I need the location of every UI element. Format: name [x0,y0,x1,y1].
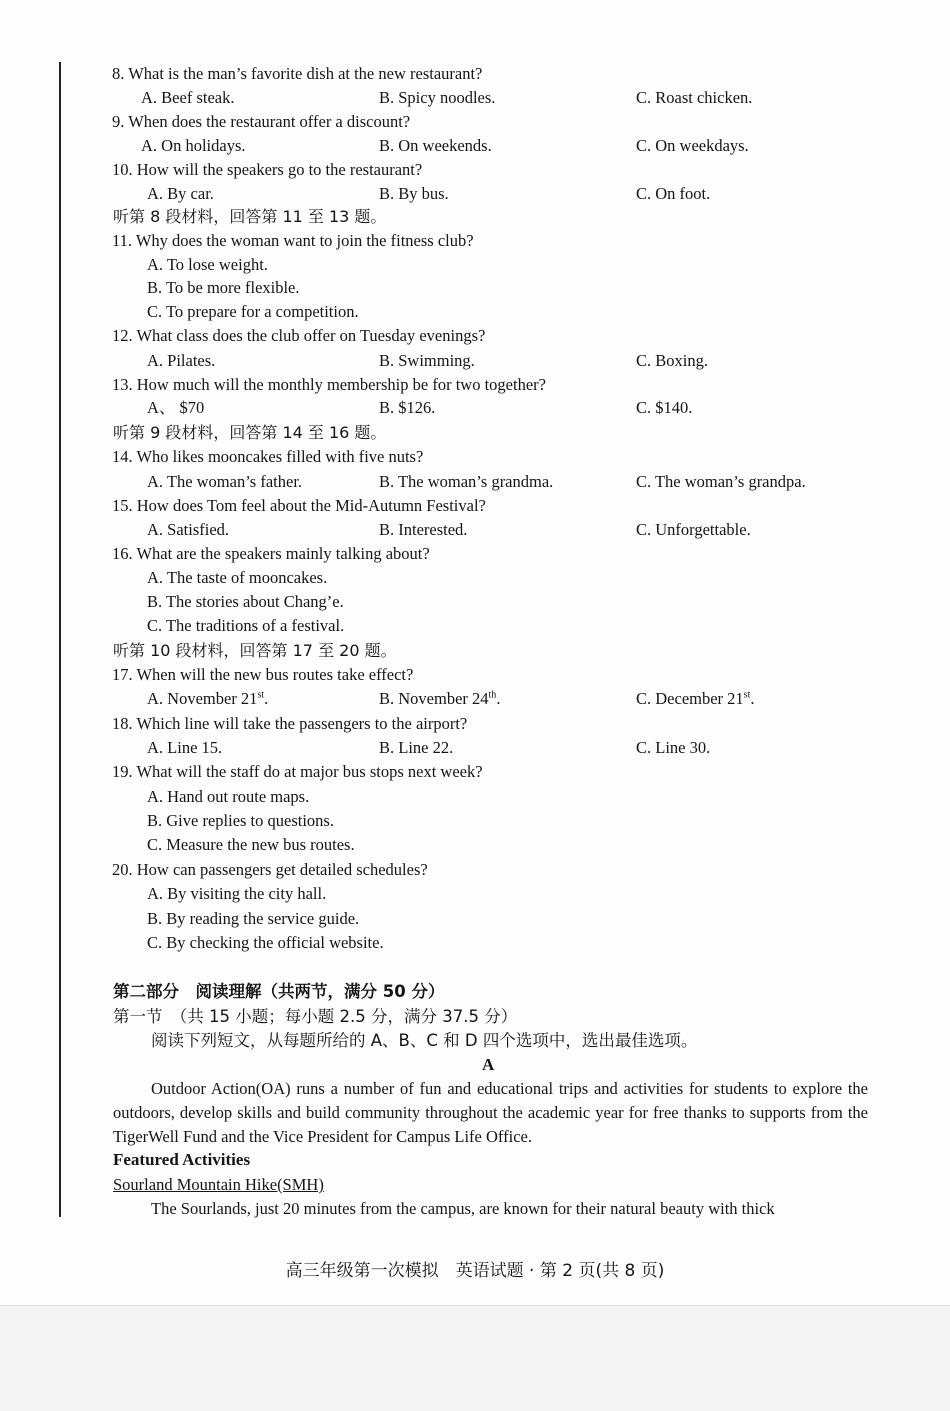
question-11-option-b: B. To be more flexible. [147,278,300,297]
question-15-option-a: A. Satisfied. [147,520,230,539]
question-8-option-b: B. Spicy noodles. [379,88,496,107]
question-12-option-c: C. Boxing. [636,351,708,370]
question-14-option-a: A. The woman’s father. [147,472,303,491]
question-13-stem: 13. How much will the monthly membership be for two together? [112,375,546,394]
question-14-stem: 14. Who likes mooncakes filled with five nuts? [112,447,424,466]
activity-title: Sourland Mountain Hike(SMH) [113,1175,324,1194]
question-18-stem: 18. Which line will take the passengers to the airport? [112,714,468,733]
question-17-stem: 17. When will the new bus routes take effect? [112,665,414,684]
question-10-option-b: B. By bus. [379,184,449,203]
section-10-instruction: 听第 10 段材料，回答第 17 至 20 题。 [113,641,397,660]
question-12-option-a: A. Pilates. [147,351,216,370]
question-19-option-b: B. Give replies to questions. [147,811,334,830]
question-15-option-b: B. Interested. [379,520,468,539]
question-16-option-a: A. The taste of mooncakes. [147,568,328,587]
question-8-option-a: A. Beef steak. [141,88,235,107]
question-11-stem: 11. Why does the woman want to join the fitness club? [112,231,474,250]
question-17-option-c: C. December 21st. [636,689,755,708]
question-10-stem: 10. How will the speakers go to the restaurant? [112,160,423,179]
question-18-option-c: C. Line 30. [636,738,711,757]
question-14-option-b: B. The woman’s grandma. [379,472,554,491]
question-13-option-c: C. $140. [636,398,693,417]
question-19-option-c: C. Measure the new bus routes. [147,835,355,854]
question-10-option-c: C. On foot. [636,184,711,203]
question-15-stem: 15. How does Tom feel about the Mid-Autumn Festival? [112,496,486,515]
activity-text: The Sourlands, just 20 minutes from the campus, are known for their natural beauty with thick [151,1199,775,1218]
part-2-heading: 第二部分 阅读理解（共两节，满分 50 分） [113,982,445,1001]
section-1-heading: 第一节 （共 15 小题；每小题 2.5 分，满分 37.5 分） [113,1007,518,1026]
binding-margin-line [59,62,61,1217]
reading-instruction: 阅读下列短文，从每题所给的 A、B、C 和 D 四个选项中，选出最佳选项。 [151,1031,698,1050]
question-17-option-a: A. November 21st. [147,689,269,708]
featured-activities-heading: Featured Activities [113,1150,251,1169]
passage-intro: Outdoor Action(OA) runs a number of fun and educational trips and activities for students to explore the outdoors, develop skills and build community throughout the academic year for free thanks to supports from the TigerWell Fund and the Vice President for Campus Life Office. [113,1079,868,1146]
question-20-option-c: C. By checking the official website. [147,933,384,952]
question-20-option-a: A. By visiting the city hall. [147,884,327,903]
section-8-instruction: 听第 8 段材料，回答第 11 至 13 题。 [113,207,387,226]
question-16-option-b: B. The stories about Chang’e. [147,592,344,611]
question-20-option-b: B. By reading the service guide. [147,909,360,928]
question-9-option-b: B. On weekends. [379,136,492,155]
question-14-option-c: C. The woman’s grandpa. [636,472,806,491]
question-18-option-b: B. Line 22. [379,738,454,757]
question-9-option-c: C. On weekdays. [636,136,749,155]
question-16-option-c: C. The traditions of a festival. [147,616,345,635]
question-9-option-a: A. On holidays. [141,136,246,155]
question-9-stem: 9. When does the restaurant offer a discount? [112,112,411,131]
question-20-stem: 20. How can passengers get detailed schedules? [112,860,428,879]
question-17-option-b: B. November 24th. [379,689,501,708]
question-13-option-b: B. $126. [379,398,436,417]
question-8-stem: 8. What is the man’s favorite dish at the new restaurant? [112,64,483,83]
question-11-option-a: A. To lose weight. [147,255,268,274]
page-footer: 高三年级第一次模拟 英语试题 · 第 2 页(共 8 页) [285,1261,665,1281]
question-19-option-a: A. Hand out route maps. [147,787,310,806]
question-11-option-c: C. To prepare for a competition. [147,302,359,321]
passage-label: A [482,1055,495,1074]
question-12-stem: 12. What class does the club offer on Tuesday evenings? [112,326,486,345]
question-19-stem: 19. What will the staff do at major bus stops next week? [112,762,483,781]
question-15-option-c: C. Unforgettable. [636,520,751,539]
question-10-option-a: A. By car. [147,184,214,203]
question-16-stem: 16. What are the speakers mainly talking about? [112,544,430,563]
question-8-option-c: C. Roast chicken. [636,88,753,107]
section-9-instruction: 听第 9 段材料，回答第 14 至 16 题。 [113,423,387,442]
question-18-option-a: A. Line 15. [147,738,223,757]
question-12-option-b: B. Swimming. [379,351,475,370]
question-13-option-a: A、 $70 [147,398,205,417]
viewer-bottom-area [0,1305,950,1411]
